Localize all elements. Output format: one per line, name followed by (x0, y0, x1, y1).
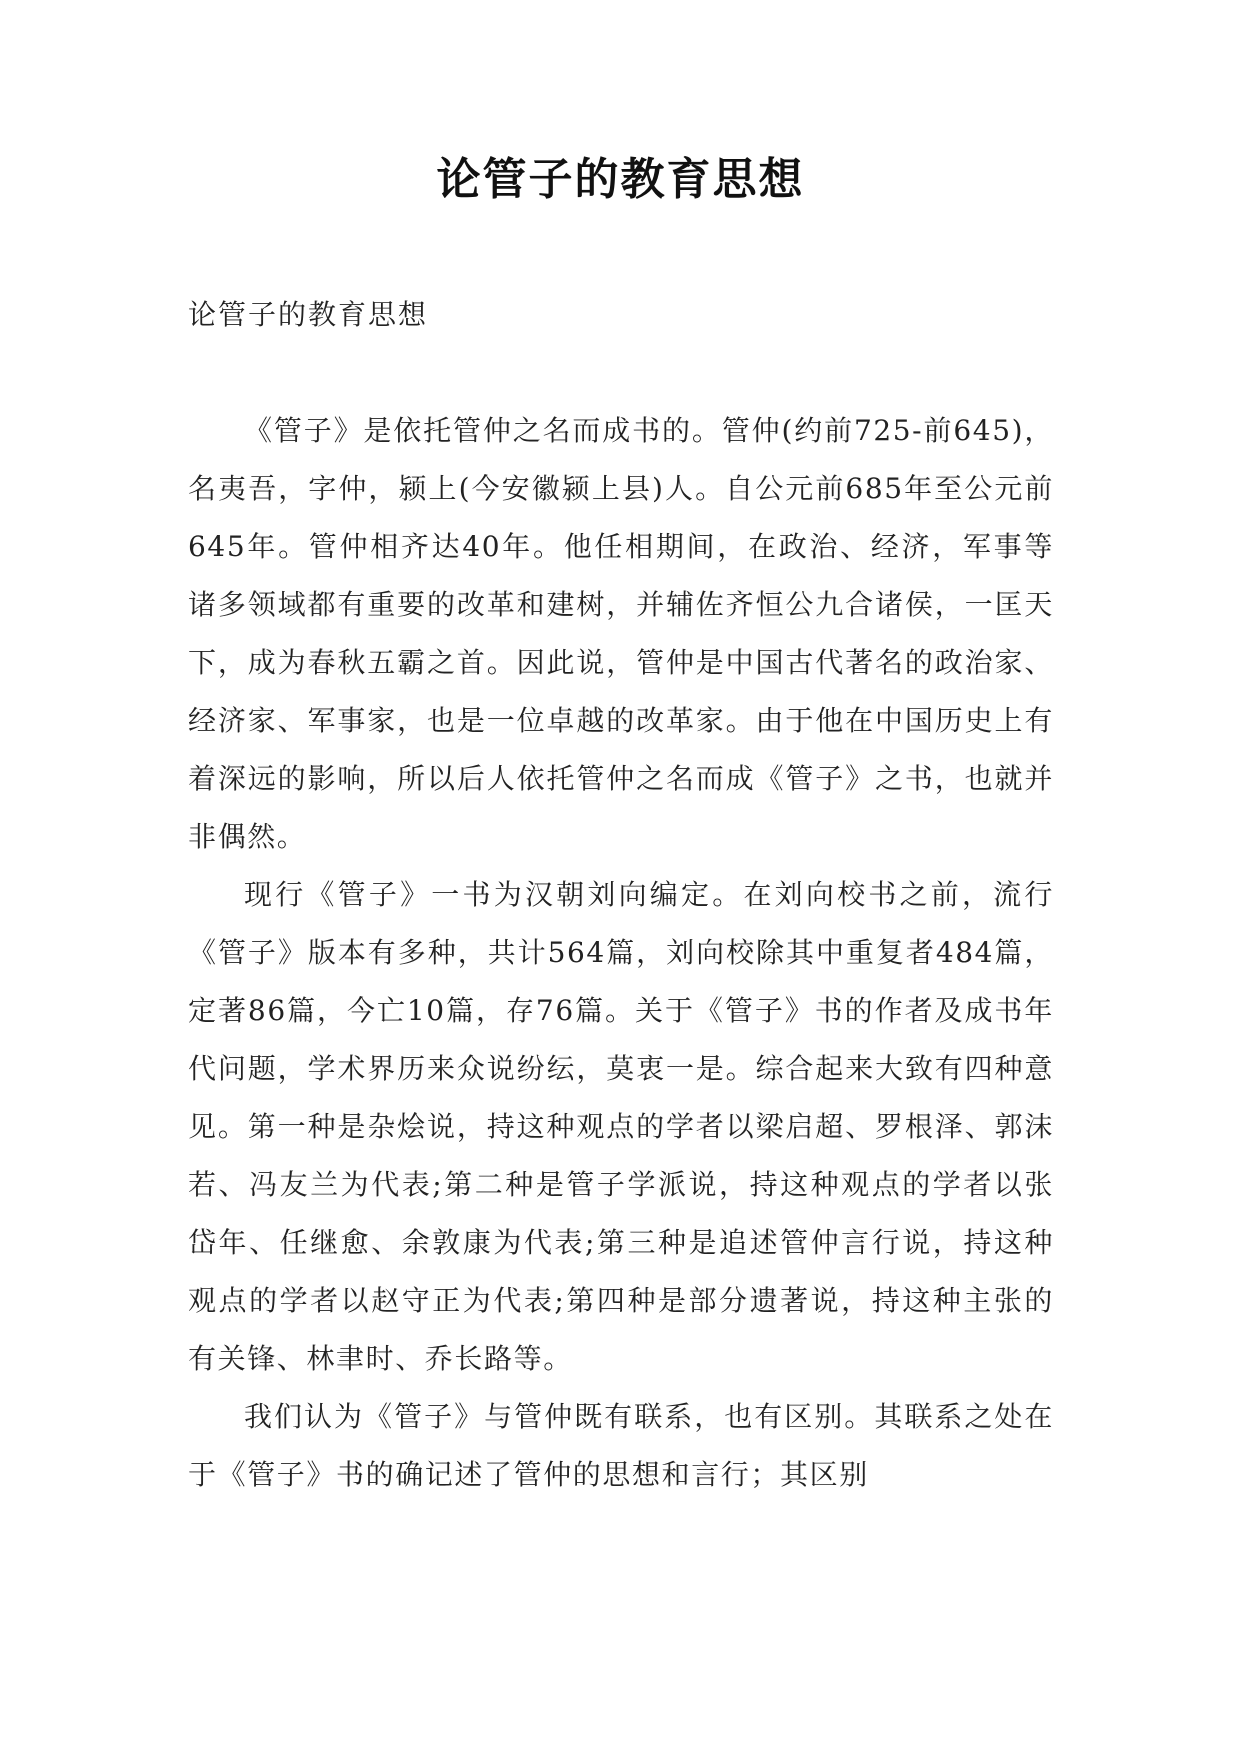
document-title: 论管子的教育思想 (436, 154, 805, 205)
document-body (188, 286, 1054, 1504)
paragraph-3: 我们认为《管子》与管仲既有联系，也有区别。其联系之处在于《管子》书的确记述了管仲的思想和言行；其区别 (188, 1400, 1054, 1491)
document-subtitle: 论管子的教育思想 (188, 298, 429, 331)
paragraph-1: 《管子》是依托管仲之名而成书的。管仲(约前725-前645)，名夷吾，字仲，颍上(今安徽颍上县)人。自公元前685年至公元前645年。管仲相齐达40年。他任相期间，在政治、经济，军事等诸多领域都有重要的改革和建树，并辅佐齐恒公九合诸侯，一匡天下，成为春秋五霸之首。因此说，管仲是中国古代著名的政治家、经济家、军事家，也是一位卓越的改革家。由于他在中国历史上有着深远的影响，所以后人依托管仲之名而成《管子》之书，也就并非偶然。 (188, 414, 1054, 853)
paragraph-2: 现行《管子》一书为汉朝刘向编定。在刘向校书之前，流行《管子》版本有多种，共计564篇，刘向校除其中重复者484篇，定著86篇，今亡10篇，存76篇。关于《管子》书的作者及成书年代问题，学术界历来众说纷纭，莫衷一是。综合起来大致有四种意见。第一种是杂烩说，持这种观点的学者以梁启超、罗根泽、郭沫若、冯友兰为代表;第二种是管子学派说，持这种观点的学者以张岱年、任继愈、余敦康为代表;第三种是追述管仲言行说，持这种观点的学者以赵守正为代表;第四种是部分遗著说，持这种主张的有关锋、林聿时、乔长路等。 (188, 878, 1054, 1375)
